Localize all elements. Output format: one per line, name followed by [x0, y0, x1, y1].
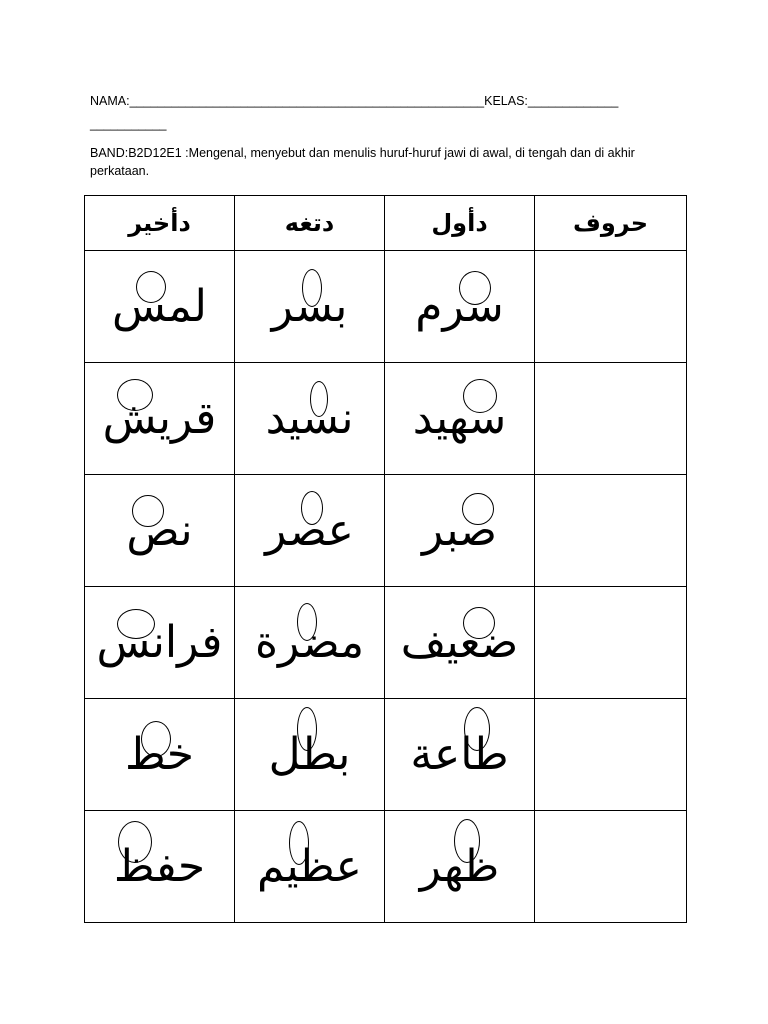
table-row	[85, 587, 687, 699]
word-text: طاعة	[410, 728, 509, 780]
table-row	[85, 363, 687, 475]
table-row	[85, 475, 687, 587]
table-row	[85, 811, 687, 923]
word-cell-awal	[385, 363, 535, 475]
word-text: حفظ	[113, 840, 206, 892]
letter-answer-cell[interactable]	[535, 475, 687, 587]
word-text: بسر	[271, 280, 348, 332]
word-text: نسيد	[265, 392, 354, 444]
word-cell-akhir	[85, 811, 235, 923]
header-tengah: دتغه	[235, 196, 385, 251]
table-row	[85, 699, 687, 811]
word-cell-tengah	[235, 251, 385, 363]
word-cell-awal	[385, 811, 535, 923]
letter-answer-cell[interactable]	[535, 363, 687, 475]
word-cell-akhir	[85, 251, 235, 363]
word-cell-awal	[385, 699, 535, 811]
word-cell-awal	[385, 587, 535, 699]
learning-objective: BAND:B2D12E1 :Mengenal, menyebut dan menulis huruf-huruf jawi di awal, di tengah dan di akhir perkataan.	[90, 146, 635, 178]
word-text: عظيم	[257, 840, 362, 892]
word-cell-tengah	[235, 699, 385, 811]
word-cell-tengah	[235, 587, 385, 699]
word-text: عصر	[265, 504, 354, 556]
word-cell-tengah	[235, 363, 385, 475]
name-line-continuation: ___________	[90, 117, 167, 131]
header-akhir: دأخير	[85, 196, 235, 251]
header-huruf: حروف	[535, 196, 687, 251]
word-cell-akhir	[85, 699, 235, 811]
word-cell-tengah	[235, 475, 385, 587]
word-text: نص	[126, 504, 193, 556]
table-row	[85, 251, 687, 363]
letter-answer-cell[interactable]	[535, 251, 687, 363]
word-text: قريش	[102, 392, 217, 444]
word-text: لمس	[112, 280, 207, 332]
word-cell-awal	[385, 475, 535, 587]
word-text: مضرة	[254, 616, 365, 668]
word-text: خط	[125, 728, 194, 780]
letter-answer-cell[interactable]	[535, 811, 687, 923]
word-cell-akhir	[85, 587, 235, 699]
jawi-letter-worksheet-table	[84, 195, 687, 923]
word-cell-akhir	[85, 475, 235, 587]
word-text: سهيد	[412, 392, 507, 444]
word-cell-akhir	[85, 363, 235, 475]
letter-answer-cell[interactable]	[535, 699, 687, 811]
table-header-row	[85, 196, 687, 251]
word-text: فرانس	[96, 616, 223, 668]
student-info-header	[90, 93, 680, 133]
word-text: سرم	[415, 280, 504, 332]
word-text: بطل	[268, 728, 351, 780]
word-text: صبر	[422, 504, 497, 556]
name-class-line: NAMA:___________________________________________________KELAS:_____________	[90, 94, 619, 108]
header-awal: دأول	[385, 196, 535, 251]
word-text: ظهر	[419, 840, 500, 892]
word-text: ضعيف	[400, 616, 519, 668]
letter-answer-cell[interactable]	[535, 587, 687, 699]
word-cell-awal	[385, 251, 535, 363]
word-cell-tengah	[235, 811, 385, 923]
